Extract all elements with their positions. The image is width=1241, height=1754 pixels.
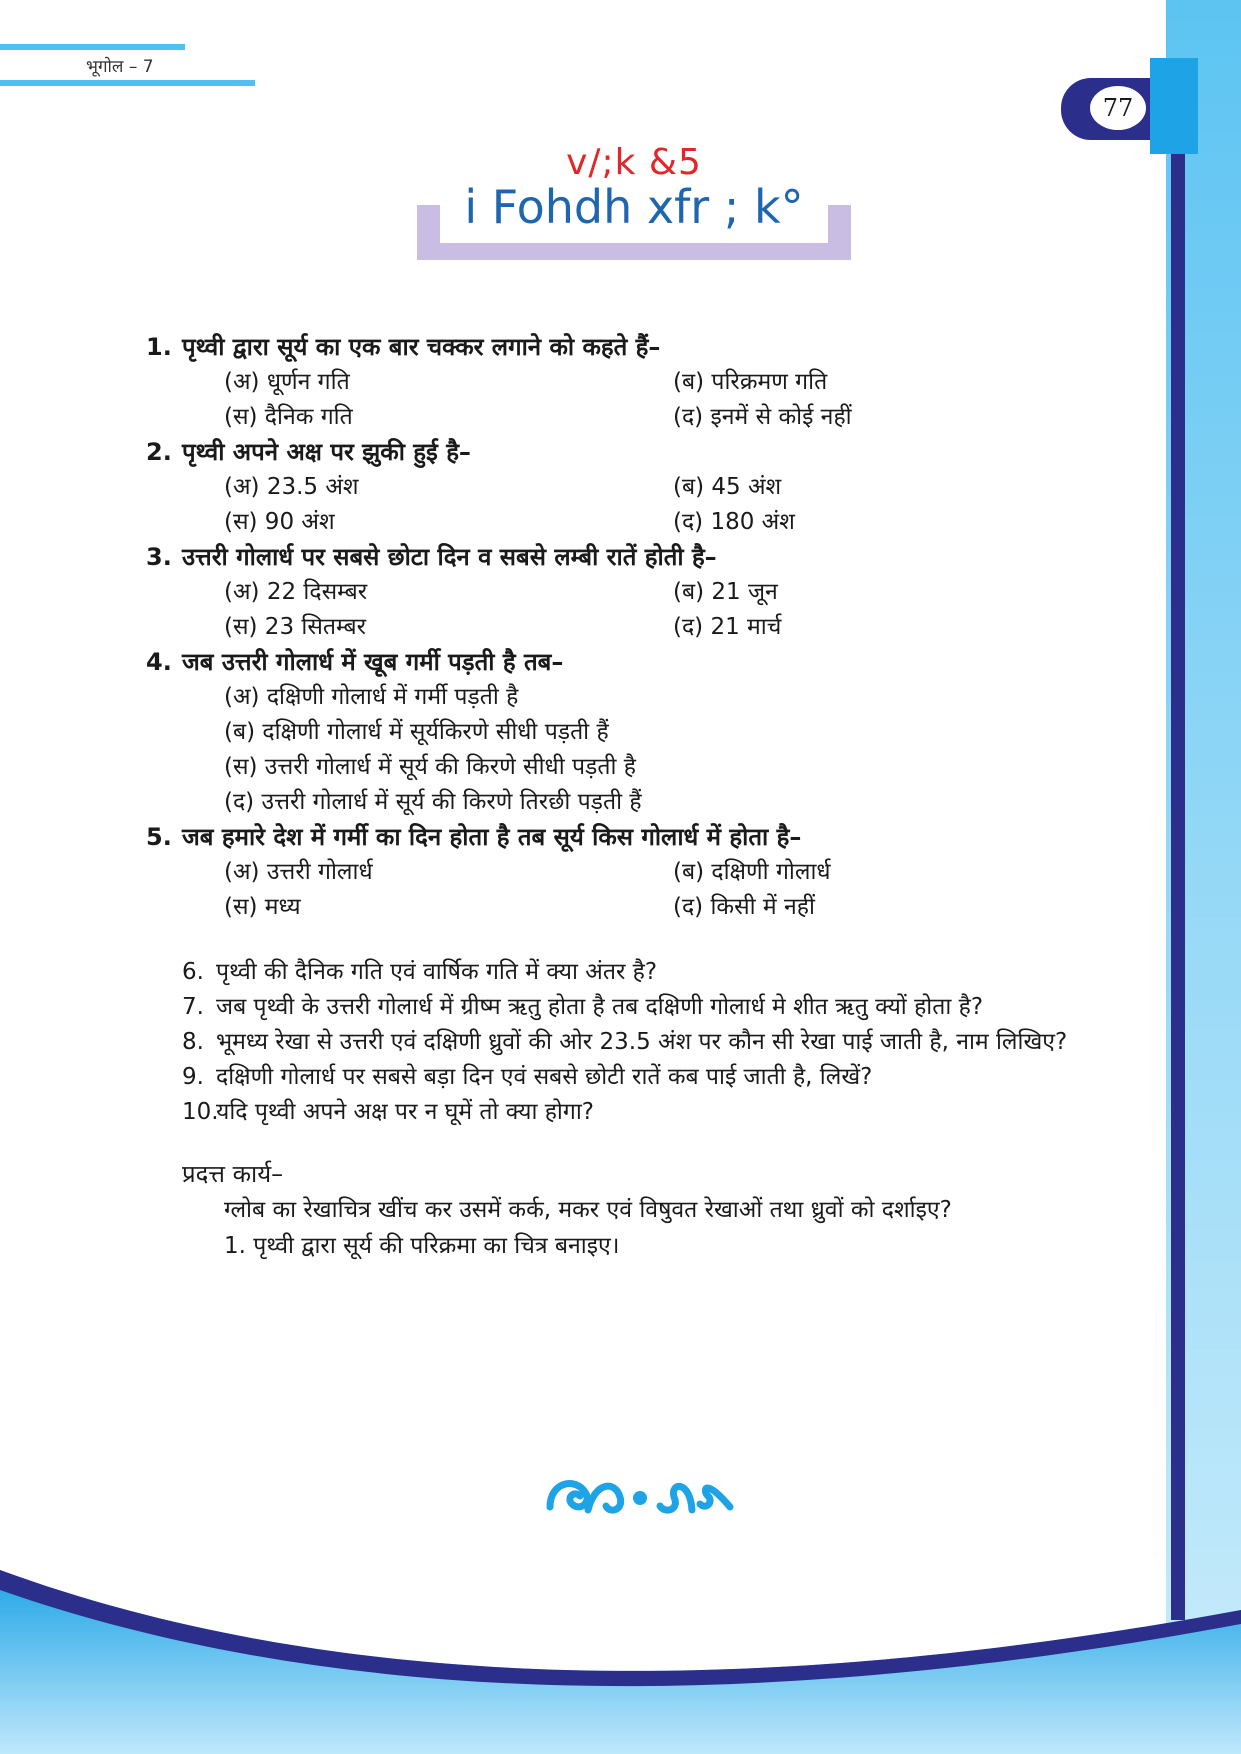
assignment-line: ग्लोब का रेखाचित्र खींच कर उसमें कर्क, मकर एवं विषुवत रेखाओं तथा ध्रुवों को दर्शाइए? (224, 1197, 952, 1223)
option: (ब) 45 अंश (673, 474, 782, 500)
decorative-ornament (540, 1462, 740, 1522)
short-questions (182, 955, 1126, 1130)
bottom-wave-decoration (0, 1560, 1241, 1754)
option: (अ) दक्षिणी गोलार्ध में गर्मी पड़ती है (224, 684, 519, 710)
right-border-line (1171, 60, 1185, 1620)
mcq-question (146, 820, 1126, 855)
option-grid (224, 365, 1126, 435)
header-stripe-bottom (0, 80, 255, 86)
option-grid (224, 855, 1126, 925)
option: (अ) 22 दिसम्बर (224, 579, 368, 605)
question-number: 8. (182, 1029, 204, 1055)
question-number: 6. (182, 959, 204, 985)
assignment-heading: प्रदत्त कार्य– (182, 1160, 284, 1188)
chapter-title: i Fohdh xfr ; k° (464, 180, 804, 234)
question-text: जब पृथ्वी के उत्तरी गोलार्ध में ग्रीष्म ऋतु होता है तब दक्षिणी गोलार्ध मे शीत ऋतु क्यों होता है? (216, 994, 984, 1020)
running-header: भूगोल – 7 (86, 57, 154, 77)
option: (द) 180 अंश (673, 509, 795, 535)
mcq-question (146, 645, 1126, 680)
short-question (182, 955, 1126, 990)
exercise-content (146, 330, 1126, 1264)
question-text: पृथ्वी की दैनिक गति एवं वार्षिक गति में क्या अंतर है? (216, 959, 658, 985)
mcq-question (146, 330, 1126, 365)
question-text: जब उत्तरी गोलार्ध में खूब गर्मी पड़ती है तब– (182, 648, 564, 676)
assignment-line: 1. पृथ्वी द्वारा सूर्य की परिक्रमा का चित्र बनाइए। (224, 1233, 620, 1259)
mcq-question (146, 435, 1126, 470)
header-stripe-top (0, 44, 185, 50)
question-text: पृथ्वी अपने अक्ष पर झुकी हुई है– (182, 438, 471, 466)
option: (ब) परिक्रमण गति (673, 369, 828, 395)
option: (द) उत्तरी गोलार्ध में सूर्य की किरणे तिरछी पड़ती हैं (224, 789, 642, 815)
option: (द) 21 मार्च (673, 614, 782, 640)
option: (स) 23 सितम्बर (224, 614, 367, 640)
page-number: 77 (1090, 86, 1146, 130)
question-text: यदि पृथ्वी अपने अक्ष पर न घूमें तो क्या होगा? (216, 1099, 594, 1125)
question-text: जब हमारे देश में गर्मी का दिन होता है तब सूर्य किस गोलार्ध में होता है– (182, 823, 802, 851)
option: (ब) 21 जून (673, 579, 778, 605)
option: (स) 90 अंश (224, 509, 335, 535)
question-text: पृथ्वी द्वारा सूर्य का एक बार चक्कर लगाने को कहते हैं– (182, 333, 661, 361)
option: (अ) धूर्णन गति (224, 369, 350, 395)
option-grid (224, 575, 1126, 645)
question-number: 2. (146, 438, 172, 466)
short-question (182, 1025, 1126, 1060)
option: (द) किसी में नहीं (673, 894, 815, 920)
question-text: दक्षिणी गोलार्ध पर सबसे बड़ा दिन एवं सबसे छोटी रातें कब पाई जाती है, लिखें? (216, 1064, 873, 1090)
option: (ब) दक्षिणी गोलार्ध (673, 859, 831, 885)
mcq-question (146, 540, 1126, 575)
short-question (182, 1060, 1126, 1095)
question-number: 4. (146, 648, 172, 676)
option: (स) मध्य (224, 894, 301, 920)
question-number: 7. (182, 994, 204, 1020)
question-number: 3. (146, 543, 172, 571)
option-grid (224, 470, 1126, 540)
option: (ब) दक्षिणी गोलार्ध में सूर्यकिरणे सीधी पड़ती हैं (224, 719, 609, 745)
chapter-number: v/;k &5 (566, 142, 702, 183)
question-number: 5. (146, 823, 172, 851)
question-number: 9. (182, 1064, 204, 1090)
short-question (182, 990, 1126, 1025)
option: (अ) 23.5 अंश (224, 474, 359, 500)
option: (अ) उत्तरी गोलार्ध (224, 859, 373, 885)
question-number: 10. (182, 1099, 219, 1125)
option: (स) दैनिक गति (224, 404, 353, 430)
question-text: उत्तरी गोलार्ध पर सबसे छोटा दिन व सबसे लम्बी रातें होती है– (182, 543, 717, 571)
short-question (182, 1095, 1126, 1130)
question-text: भूमध्य रेखा से उत्तरी एवं दक्षिणी ध्रुवों की ओर 23.5 अंश पर कौन सी रेखा पाई जाती है, नाम लिखिए? (216, 1029, 1068, 1055)
page-tab-cap (1150, 58, 1198, 154)
question-number: 1. (146, 333, 172, 361)
option: (द) इनमें से कोई नहीं (673, 404, 852, 430)
option: (स) उत्तरी गोलार्ध में सूर्य की किरणे सीधी पड़ती है (224, 754, 636, 780)
